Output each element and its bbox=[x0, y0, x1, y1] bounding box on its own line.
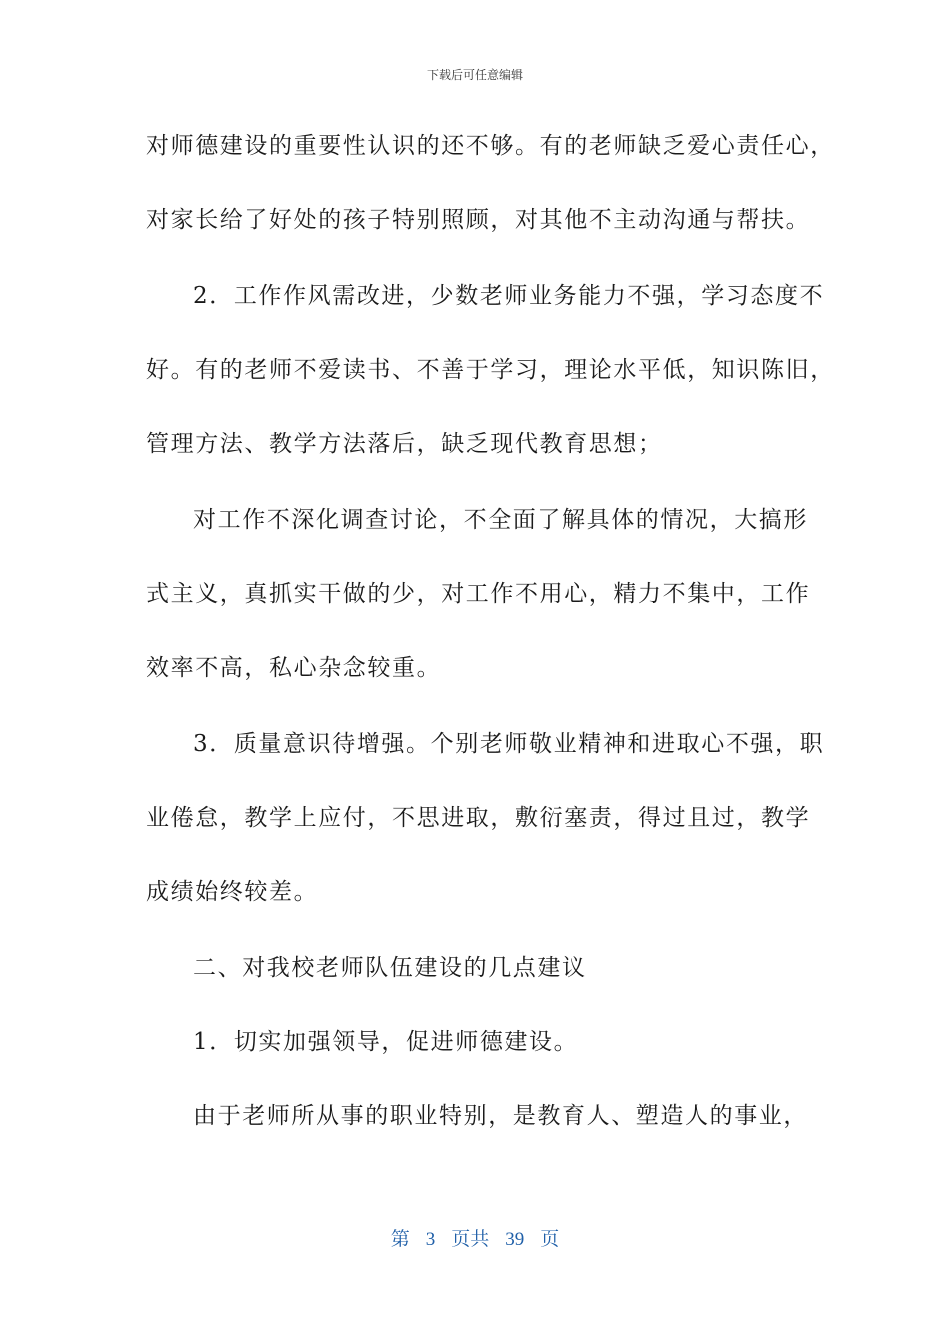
text-line: 业倦怠，教学上应付，不思进取，敷衍塞责，得过且过，教学 bbox=[146, 805, 811, 831]
page-footer bbox=[0, 1224, 950, 1251]
text-line: 效率不高，私心杂念较重。 bbox=[146, 655, 442, 681]
text-line: 2．工作作风需改进，少数老师业务能力不强，学习态度不 bbox=[193, 283, 825, 309]
text-line: 3．质量意识待增强。个别老师敬业精神和进取心不强，职 bbox=[193, 731, 825, 757]
text-line: 对工作不深化调查讨论，不全面了解具体的情况，大搞形 bbox=[193, 507, 808, 533]
footer-suffix: 页 bbox=[540, 1229, 560, 1250]
text-line: 对家长给了好处的孩子特别照顾，对其他不主动沟通与帮扶。 bbox=[146, 207, 811, 233]
section-heading: 二、对我校老师队伍建设的几点建议 bbox=[193, 955, 587, 981]
page-header-note: 下载后可任意编辑 bbox=[426, 68, 523, 82]
subsection-heading: 1．切实加强领导，促进师德建设。 bbox=[193, 1029, 579, 1055]
footer-prefix: 第 bbox=[390, 1229, 410, 1250]
text-line: 由于老师所从事的职业特别，是教育人、塑造人的事业， bbox=[193, 1103, 808, 1129]
text-line: 好。有的老师不爱读书、不善于学习，理论水平低，知识陈旧， bbox=[146, 357, 835, 383]
current-page-number: 3 bbox=[425, 1229, 436, 1250]
text-line: 成绩始终较差。 bbox=[146, 879, 319, 905]
text-line: 管理方法、教学方法落后，缺乏现代教育思想； bbox=[146, 431, 663, 457]
total-page-count: 39 bbox=[505, 1229, 525, 1250]
text-line: 式主义，真抓实干做的少，对工作不用心，精力不集中，工作 bbox=[146, 581, 811, 607]
text-line: 对师德建设的重要性认识的还不够。有的老师缺乏爱心责任心， bbox=[146, 133, 835, 159]
footer-middle: 页共 bbox=[451, 1229, 490, 1250]
